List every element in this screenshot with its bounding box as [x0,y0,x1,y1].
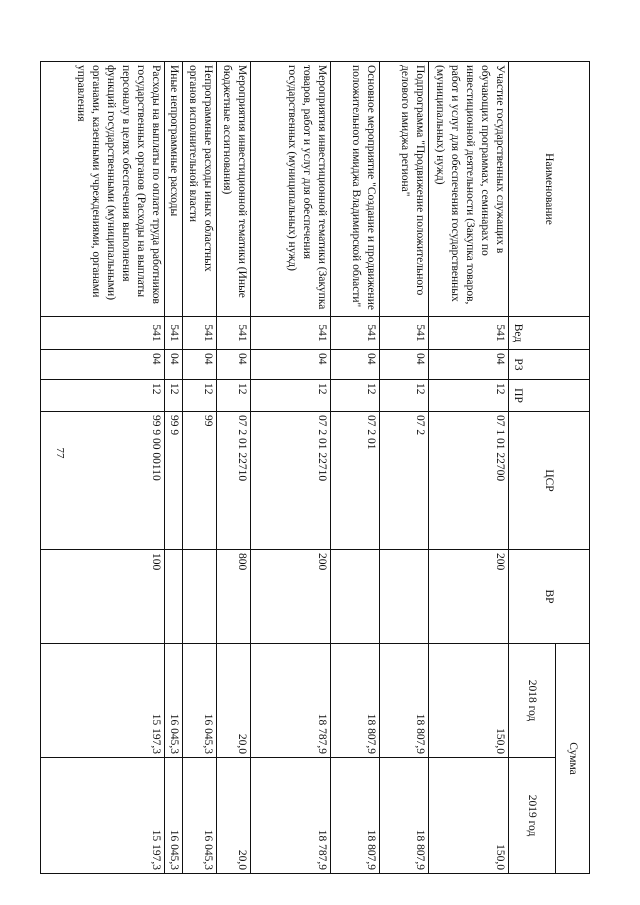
cell-ved: 541 [251,317,331,350]
header-vr: ВР [509,550,590,644]
cell-y2019: 18 787,9 [251,758,331,874]
cell-rz: 04 [217,350,251,380]
cell-y2019: 18 807,9 [331,758,380,874]
rotated-page-content [73,61,590,873]
cell-pr: 12 [429,380,509,412]
cell-vr: 200 [251,550,331,644]
header-name: Наименование [509,62,590,317]
header-csr: ЦСР [509,412,590,550]
cell-y2019: 20,0 [217,758,251,874]
table-body [41,62,509,874]
cell-vr [380,550,429,644]
cell-name: Участие государственных служащих в обучающих программах, семинарах по инвестиционной деятельности (Закупка товаров, работ и услуг для обеспечения государственных (муниципальных) нужд) [429,62,509,317]
table-row [165,62,183,874]
cell-csr: 07 2 [380,412,429,550]
table-row [251,62,331,874]
cell-y2018: 18 807,9 [331,644,380,758]
cell-y2019: 15 197,3 [41,758,165,874]
cell-rz: 04 [165,350,183,380]
header-pr: ПР [509,380,590,412]
cell-csr: 99 9 00 00110 [41,412,165,550]
cell-csr: 07 2 01 22710 [217,412,251,550]
cell-y2018: 20,0 [217,644,251,758]
cell-pr: 12 [41,380,165,412]
cell-name: Расходы на выплаты по оплате труда работников государственных органов (Расходы на выплаты персоналу в целях обеспечения выполнения функций государственными (муниципальными) органами, казенными учреждениями, органами управления [41,62,165,317]
cell-ved: 541 [429,317,509,350]
table-row [41,62,165,874]
cell-rz: 04 [331,350,380,380]
cell-name: Иные непрограммные расходы [165,62,183,317]
budget-table [40,61,590,874]
table-row [331,62,380,874]
cell-y2019: 16 045,3 [183,758,217,874]
cell-rz: 04 [41,350,165,380]
page-number: 77 [54,447,66,459]
cell-rz: 04 [380,350,429,380]
cell-y2018: 18 807,9 [380,644,429,758]
header-rz: РЗ [509,350,590,380]
cell-vr [183,550,217,644]
cell-pr: 12 [165,380,183,412]
header-sum: Сумма [556,644,590,874]
cell-y2019: 16 045,3 [165,758,183,874]
cell-csr: 07 1 01 22700 [429,412,509,550]
table-row [217,62,251,874]
cell-pr: 12 [251,380,331,412]
cell-y2018: 15 197,3 [41,644,165,758]
header-year-2018: 2018 год [509,644,556,758]
table-row [380,62,429,874]
cell-rz: 04 [429,350,509,380]
cell-vr: 100 [41,550,165,644]
cell-vr [165,550,183,644]
header-year-2019: 2019 год [509,758,556,874]
cell-rz: 04 [183,350,217,380]
cell-ved: 541 [41,317,165,350]
cell-name: Непрограммные расходы иных областных органов исполнительной власти [183,62,217,317]
cell-rz: 04 [251,350,331,380]
cell-y2019: 18 807,9 [380,758,429,874]
cell-ved: 541 [380,317,429,350]
cell-name: Мероприятия инвестиционной тематики (Иные бюджетные ассигнования) [217,62,251,317]
cell-ved: 541 [183,317,217,350]
header-ved: Вед [509,317,590,350]
cell-pr: 12 [380,380,429,412]
table-row [183,62,217,874]
cell-vr: 800 [217,550,251,644]
cell-pr: 12 [217,380,251,412]
cell-y2019: 150,0 [429,758,509,874]
cell-pr: 12 [183,380,217,412]
cell-csr: 99 [183,412,217,550]
cell-ved: 541 [217,317,251,350]
cell-name: Подпрограмма "Продвижение положительного делового имиджа региона" [380,62,429,317]
cell-y2018: 16 045,3 [183,644,217,758]
cell-csr: 07 2 01 [331,412,380,550]
table-row [429,62,509,874]
header-row-top [556,62,590,874]
cell-y2018: 18 787,9 [251,644,331,758]
cell-y2018: 150,0 [429,644,509,758]
cell-csr: 99 9 [165,412,183,550]
cell-name: Мероприятия инвестиционной тематики (Закупка товаров, работ и услуг для обеспечения государственных (муниципальных) нужд) [251,62,331,317]
cell-vr: 200 [429,550,509,644]
cell-vr [331,550,380,644]
cell-ved: 541 [165,317,183,350]
cell-csr: 07 2 01 22710 [251,412,331,550]
cell-pr: 12 [331,380,380,412]
cell-name: Основное мероприятие "Создание и продвижение положительного имиджа Владимирской области" [331,62,380,317]
cell-ved: 541 [331,317,380,350]
cell-y2018: 16 045,3 [165,644,183,758]
